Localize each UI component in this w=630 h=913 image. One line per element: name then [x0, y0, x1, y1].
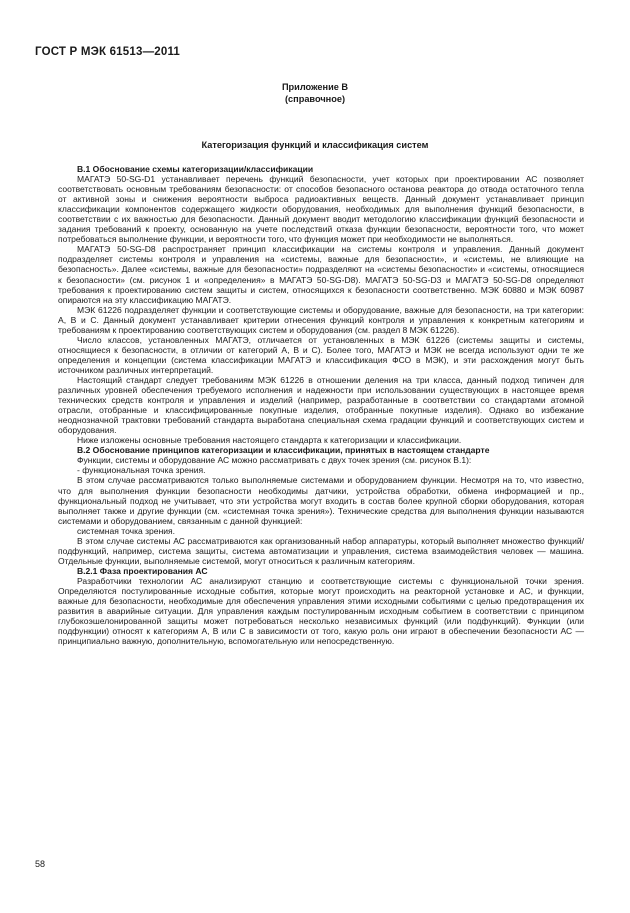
annex-title: Приложение В [281, 82, 349, 92]
document-body [58, 164, 584, 646]
paragraph: В этом случае системы АС рассматриваются как организованный набор аппаратуры, который выполняет множество функций/подфункций, например, система защиты, система автоматизации и управления, система взаимодействия человек — машина. Отдельные функции, выполняемые системой, могут относиться к различным категориям. [58, 535, 584, 566]
paragraph: МЭК 61226 подразделяет функции и соответствующие системы и оборудование, важные для безопасности, на три категории: А, В и С. Данный документ устанавливает критерии отнесения функций контроля и управления к конкретным категориям и требованиям к проектированию соответствующих систем и оборудования (см. раздел 8 МЭК 61226). [58, 304, 584, 335]
paragraph: Разработчики технологии АС анализируют станцию и соответствующие системы с функциональной точки зрения. Определяются постулированные исходные события, которые могут происходить на реакторной установке и АС, и функции, важные для безопасности, необходимые для обеспечения управления этими исходными событиями с целью предотвращения их развития в аварийные ситуации. Для управления каждым постулированным исходным событием в соответствии с принципом глубокоэшелонированной защиты может потребоваться несколько независимых функций (или подфункций). Функции (или подфункции) относят к категориям А, В или С в зависимости от того, какую роль они играют в обеспечении безопасности АС — принципиально важную, дополнительную, вспомогательную или непосредственную. [58, 575, 584, 647]
list-item: системная точка зрения. [77, 525, 176, 536]
section-heading-b2: В.2 Обоснование принципов категоризации и классификации, принятых в настоящем стандарте [77, 445, 490, 456]
section-heading-b21: В.2.1 Фаза проектирования АС [77, 565, 208, 576]
annex-subtitle: (справочное) [284, 94, 345, 104]
paragraph: В этом случае рассматриваются только выполняемые системами и оборудованием функции. Несмотря на то, что известно, что для выполнения функции безопасности необходимы датчики, устройства обработки, обмена информацией и пр., функциональный подход не учитывает, что эти устройства могут входить в состав более крупной сборки оборудования, которая выполняет также и другие функции (см. «системная точка зрения»). Технические средства для выполнения функции называются системами и оборудованием, связанным с данной функцией: [58, 475, 584, 526]
paragraph: Ниже изложены основные требования настоящего стандарта к категоризации и классификации. [77, 435, 462, 446]
main-title: Категоризация функций и классификация систем [201, 140, 429, 150]
list-item: - функциональная точка зрения. [77, 465, 206, 476]
paragraph: Функции, системы и оборудование АС можно рассматривать с двух точек зрения (см. рисунок В.1): [77, 455, 472, 466]
standard-header: ГОСТ Р МЭК 61513—2011 [35, 46, 181, 58]
paragraph: Настоящий стандарт следует требованиям МЭК 61226 в отношении деления на три класса, данный подход типичен для различных уровней обеспечения требуемого исполнения и надежности при использовании существующих в настоящее время технических средств контроля и управления и изделий (например, разработанные в соответствии со стандартами атомной отрасли, отобранные и классифицированные покупные изделия, отобранные покупные изделия). Однако во избежание неоднозначной трактовки требований стандарта выработана специальная схема градации функций и соответствующих систем и оборудования. [58, 374, 584, 436]
paragraph: Число классов, установленных МАГАТЭ, отличается от установленных в МЭК 61226 (системы защиты и системы, относящиеся к безопасности, в отличии от категорий А, В и С). Более того, МАГАТЭ и МЭК не всегда используют одни те же определения и концепции (система классификации МАГАТЭ и классификация ФСО в МЭК), и эти расхождения могут быть источником различных интерпретаций. [58, 334, 584, 375]
section-heading-b1: В.1 Обоснование схемы категоризации/классификации [77, 164, 314, 174]
page-number: 58 [35, 859, 46, 869]
paragraph: МАГАТЭ 50-SG-D8 распространяет принцип классификации на системы контроля и управления. Данный документ подразделяет системы контроля и управления на «системы, важные для безопасности», и «системы, не влияющие на безопасность». Далее «системы, важные для безопасности» подразделяют на «системы безопасности» и «системы, относящиеся к безопасности» (см. рисунок 1 и «определения» в МАГАТЭ 50-SG-D8). МАГАТЭ 50-SG-D3 и МАГАТЭ 50-SG-D8 определяют требования к проектированию систем защиты и систем, относящихся к безопасности соответственно. МЭК 60880 и МЭК 60987 опираются на эту классификацию МАГАТЭ. [58, 244, 584, 305]
paragraph: МАГАТЭ 50-SG-D1 устанавливает перечень функций безопасности, учет которых при проектировании АС позволяет соответствовать основным требованиям безопасности: от способов безопасного останова реактора до отвода остаточного тепла от активной зоны и снижения вероятности выброса радиоактивных веществ. Данный документ устанавливает принцип классификации компонентов содержащего жидкости оборудования, необходимых для выполнения функций безопасности, в соответствии с их важностью для безопасности. Данный документ вводит методологию классификации функций безопасности и задания требований к проекту, основанную на учете последствий отказа функции безопасности, вероятности того, что может потребоваться выполнение функции, и вероятности того, что функция может при необходимости не выполняться. [58, 174, 584, 245]
